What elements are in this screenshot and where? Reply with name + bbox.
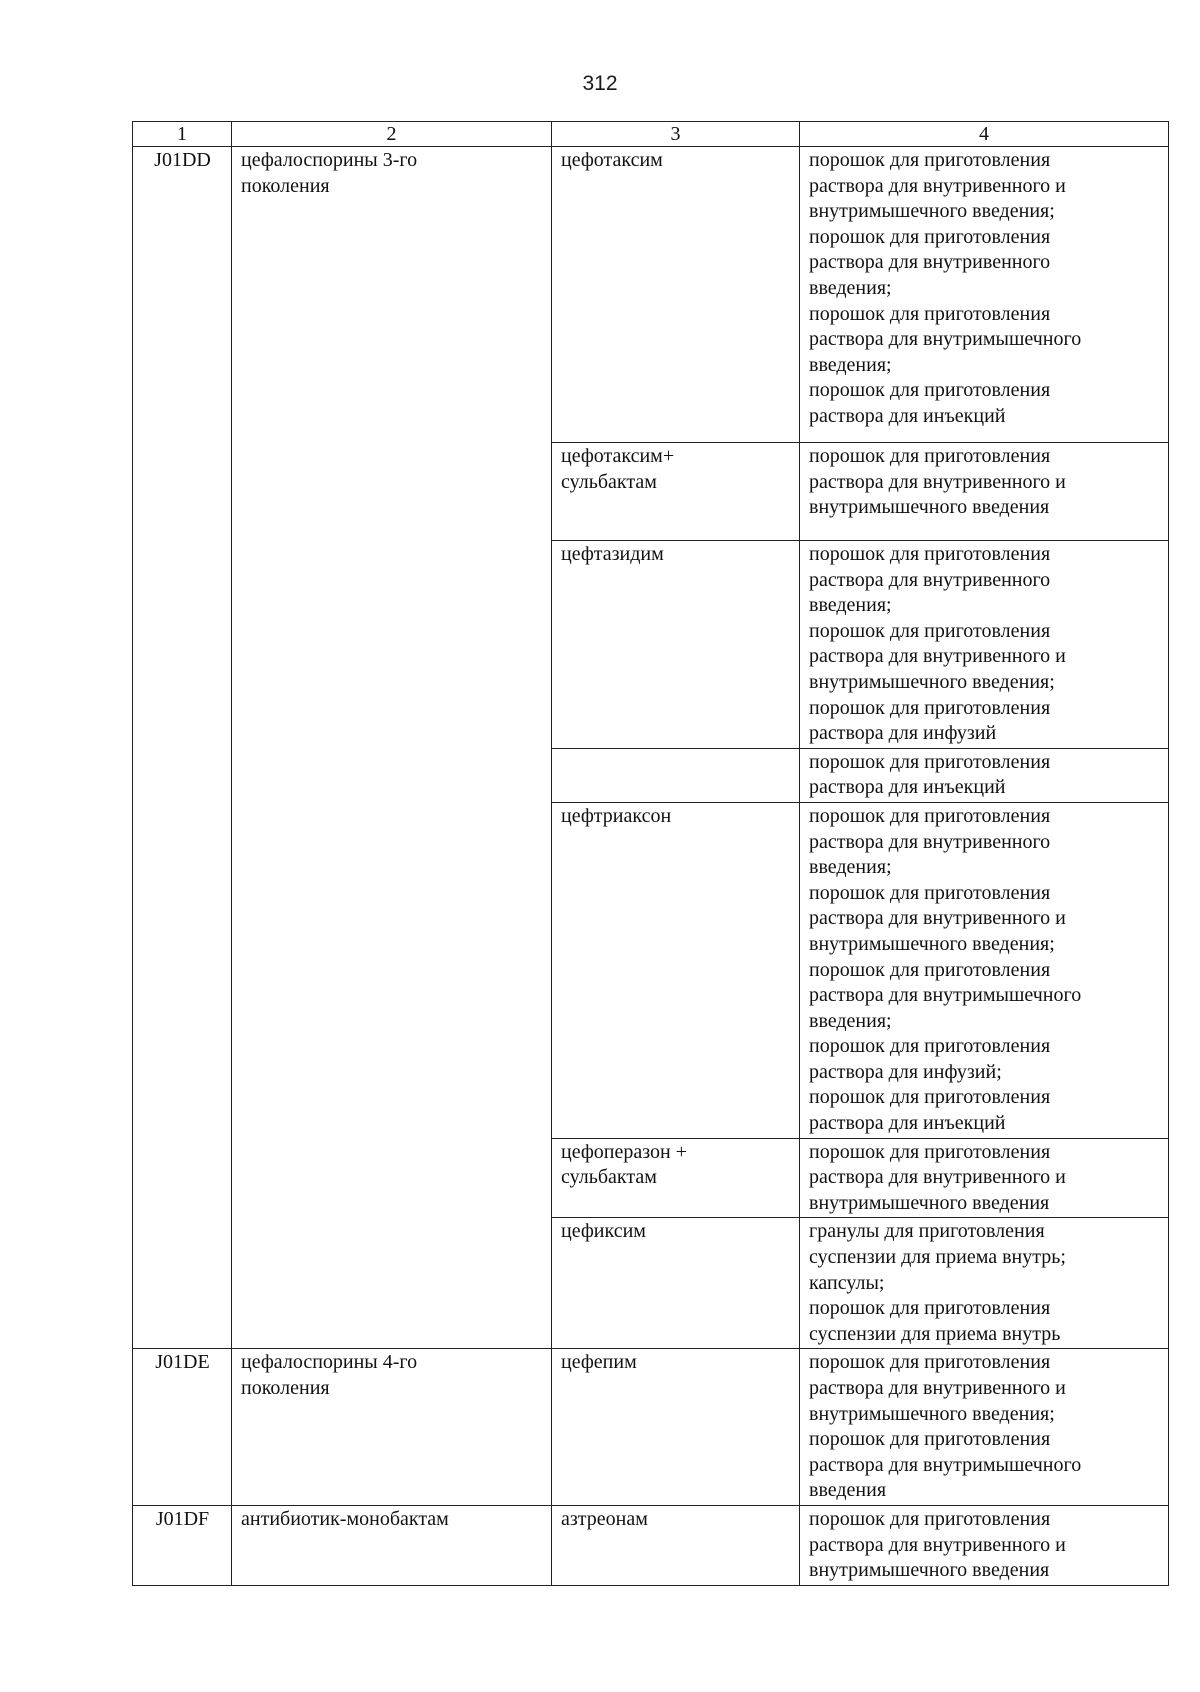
dosage-form-line: раствора для инфузий <box>809 722 997 745</box>
table-row <box>133 147 1169 443</box>
group-name-line: цефалоспорины 3-го <box>241 149 418 171</box>
dosage-form-line: раствора для внутривенного и <box>809 1166 1066 1189</box>
dosage-form-line: порошок для приготовления <box>809 445 1051 467</box>
dosage-form-line: раствора для инъекций <box>809 776 1006 799</box>
dosage-form-line: раствора для внутривенного и <box>809 645 1066 668</box>
dosage-form-line: раствора для внутримышечного <box>809 984 1082 1007</box>
dosage-form-line: раствора для инъекций <box>809 1112 1006 1135</box>
dosage-form-line: порошок для приготовления <box>809 881 1051 904</box>
dosage-form-line: введения; <box>809 276 892 299</box>
dosage-form-line: порошок для приготовления <box>809 1351 1051 1374</box>
dosage-form-line: порошок для приготовления <box>809 1086 1051 1109</box>
dosage-form-cell <box>800 1218 1169 1349</box>
dosage-form-line: внутримышечного введения; <box>809 670 1055 693</box>
dosage-form-cell <box>800 443 1169 541</box>
drug-name-cell <box>552 541 800 749</box>
dosage-form-line: внутримышечного введения <box>809 1191 1050 1214</box>
drug-name-line: цефотаксим+ <box>561 445 675 467</box>
dosage-form-cell <box>800 1138 1169 1218</box>
drug-name-line: азтреонам <box>561 1507 648 1530</box>
drug-name-cell <box>552 748 800 802</box>
dosage-form-line: порошок для приготовления <box>809 379 1051 402</box>
group-name-cell <box>232 1349 552 1506</box>
drug-name-cell <box>552 1218 800 1349</box>
dosage-form-line: раствора для внутривенного <box>809 830 1051 853</box>
drug-name-cell <box>552 1138 800 1218</box>
dosage-form-line: порошок для приготовления <box>809 750 1051 773</box>
dosage-form-line: порошок для приготовления <box>809 302 1051 325</box>
header-row <box>133 122 1169 147</box>
dosage-form-line: раствора для внутривенного и <box>809 1533 1066 1556</box>
atc-code-cell: J01DE <box>133 1349 232 1506</box>
dosage-form-cell <box>800 1349 1169 1506</box>
table-header <box>133 122 1169 147</box>
drug-name-line: цефепим <box>561 1351 637 1374</box>
group-name-cell <box>232 147 552 1349</box>
dosage-form-cell <box>800 802 1169 1138</box>
dosage-form-line: введения; <box>809 353 892 376</box>
dosage-form-line: порошок для приготовления <box>809 958 1051 981</box>
dosage-form-line: раствора для внутримышечного <box>809 1453 1082 1476</box>
dosage-form-line: раствора для внутривенного и <box>809 174 1066 197</box>
dosage-form-line: раствора для внутривенного и <box>809 907 1066 930</box>
drug-name-cell <box>552 443 800 541</box>
atc-code-cell: J01DF <box>133 1505 232 1585</box>
drug-name-cell <box>552 147 800 443</box>
drug-name-cell <box>552 1505 800 1585</box>
dosage-form-cell <box>800 541 1169 749</box>
table-row <box>133 1505 1169 1585</box>
drug-name-line: цефотаксим <box>561 149 663 171</box>
column-header-4: 4 <box>800 122 1169 147</box>
atc-code-cell: J01DD <box>133 147 232 1349</box>
drug-name-cell <box>552 1349 800 1506</box>
group-name-cell <box>232 1505 552 1585</box>
dosage-form-line: внутримышечного введения; <box>809 1402 1055 1425</box>
group-name-line: поколения <box>241 174 330 197</box>
dosage-form-cell <box>800 748 1169 802</box>
dosage-form-line: порошок для приготовления <box>809 1428 1051 1451</box>
dosage-form-line: порошок для приготовления <box>809 1297 1051 1320</box>
dosage-form-line: порошок для приготовления <box>809 804 1051 827</box>
dosage-form-line: порошок для приготовления <box>809 1140 1051 1163</box>
column-header-3: 3 <box>552 122 800 147</box>
dosage-form-line: суспензии для приема внутрь <box>809 1322 1061 1345</box>
dosage-form-line: внутримышечного введения; <box>809 200 1055 223</box>
dosage-form-line: раствора для внутривенного и <box>809 470 1066 493</box>
dosage-form-line: внутримышечного введения <box>809 496 1050 519</box>
dosage-form-line: порошок для приготовления <box>809 1035 1051 1058</box>
drug-name-line: цефтриаксон <box>561 804 672 827</box>
drug-name-line: цефоперазон + <box>561 1140 688 1163</box>
group-name-line: цефалоспорины 4-го <box>241 1351 418 1374</box>
dosage-form-line: порошок для приготовления <box>809 149 1051 171</box>
dosage-form-line: внутримышечного введения; <box>809 932 1055 955</box>
table-body <box>133 147 1169 1586</box>
page-number: 312 <box>582 72 618 95</box>
dosage-form-line: раствора для внутримышечного <box>809 328 1082 351</box>
column-header-2: 2 <box>232 122 552 147</box>
column-header-1: 1 <box>133 122 232 147</box>
drug-name-line: сульбактам <box>561 1166 657 1189</box>
dosage-form-line: суспензии для приема внутрь; <box>809 1246 1066 1269</box>
drug-table <box>132 121 1169 1586</box>
dosage-form-line: порошок для приготовления <box>809 696 1051 719</box>
dosage-form-cell <box>800 147 1169 443</box>
dosage-form-line: введения; <box>809 856 892 879</box>
dosage-form-cell <box>800 1505 1169 1585</box>
drug-name-line: цефтазидим <box>561 543 664 565</box>
dosage-form-line: порошок для приготовления <box>809 543 1051 565</box>
dosage-form-line: раствора для внутривенного <box>809 568 1051 591</box>
table-row <box>133 1349 1169 1506</box>
dosage-form-line: раствора для внутривенного и <box>809 1377 1066 1399</box>
group-name-line: антибиотик-монобактам <box>241 1507 449 1530</box>
dosage-form-line: порошок для приготовления <box>809 1507 1051 1530</box>
dosage-form-line: раствора для инъекций <box>809 404 1006 427</box>
dosage-form-line: раствора для инфузий; <box>809 1060 1002 1083</box>
drug-name-line: цефиксим <box>561 1220 646 1243</box>
dosage-form-line: введения <box>809 1479 887 1502</box>
dosage-form-line: раствора для внутривенного <box>809 251 1051 274</box>
dosage-form-line: порошок для приготовления <box>809 619 1051 642</box>
dosage-form-line: введения; <box>809 1009 892 1032</box>
dosage-form-line: порошок для приготовления <box>809 225 1051 248</box>
drug-name-cell <box>552 802 800 1138</box>
drug-name-line: сульбактам <box>561 470 657 493</box>
dosage-form-line: внутримышечного введения <box>809 1559 1050 1582</box>
dosage-form-line: гранулы для приготовления <box>809 1220 1045 1243</box>
dosage-form-line: капсулы; <box>809 1271 885 1294</box>
group-name-line: поколения <box>241 1377 330 1399</box>
dosage-form-line: введения; <box>809 594 892 617</box>
